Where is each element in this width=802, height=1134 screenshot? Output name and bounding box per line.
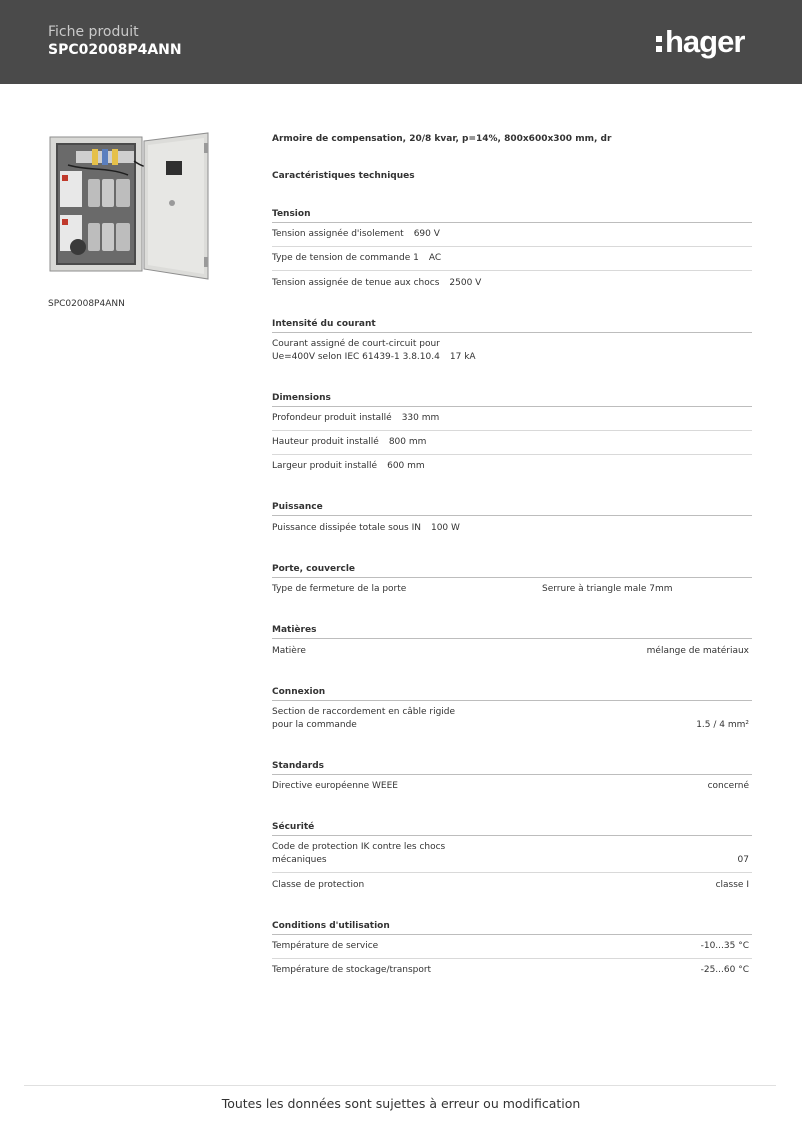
section-porte-couvercle (272, 560, 752, 602)
spec-label: Courant assigné de court-circuit pour Ue=400V selon IEC 61439-1 3.8.10.4 (272, 338, 440, 362)
spec-value: 800 mm (388, 436, 427, 447)
spec-value: 600 mm (387, 461, 425, 471)
product-reference: SPC02008P4ANN (48, 42, 182, 58)
section-title: Intensité du courant (272, 315, 752, 333)
section-title: Sécurité (272, 818, 752, 836)
spec-value: 1.5 / 4 mm² (696, 719, 749, 730)
spec-label: Tension assignée de tenue aux chocs (272, 277, 440, 288)
spec-label: Profondeur produit installé (272, 412, 392, 423)
section-title: Standards (272, 757, 752, 775)
spec-row (272, 578, 752, 602)
product-image-caption: SPC02008P4ANN (48, 299, 125, 309)
spec-value: Serrure à triangle male 7mm (542, 584, 673, 594)
spec-value: mélange de matériaux (646, 645, 749, 656)
spec-row (272, 701, 752, 737)
spec-row (272, 455, 752, 479)
section-title: Dimensions (272, 389, 752, 407)
brand-logo (656, 24, 744, 58)
spec-row (272, 639, 752, 663)
spec-row (272, 407, 752, 431)
section-puissance (272, 498, 752, 540)
section-intensite-courant (272, 315, 752, 369)
spec-value: AC (428, 253, 442, 263)
section-dimensions (272, 389, 752, 479)
spec-label: Tension assignée d'isolement (272, 229, 404, 239)
spec-label: Section de raccordement en câble rigide pour la commande (272, 706, 456, 730)
section-title: Connexion (272, 683, 752, 701)
spec-row (272, 223, 752, 247)
spec-label: Directive européenne WEEE (272, 781, 398, 791)
spec-row (272, 873, 752, 897)
spec-row (272, 775, 752, 799)
spec-label: Largeur produit installé (272, 461, 378, 471)
spec-label: Hauteur produit installé (272, 436, 379, 447)
footer-divider (24, 1085, 776, 1086)
spec-value: 2500 V (449, 277, 482, 288)
spec-row (272, 271, 752, 295)
spec-value: 330 mm (401, 412, 440, 423)
section-matieres (272, 621, 752, 663)
spec-label: Température de stockage/transport (272, 965, 432, 975)
logo-dots-icon (656, 36, 662, 52)
spec-label: Puissance dissipée totale sous IN (272, 522, 421, 533)
spec-value: -10...35 °C (700, 940, 749, 951)
page-header (0, 0, 802, 84)
spec-row (272, 431, 752, 455)
spec-row (272, 516, 752, 540)
spec-row (272, 836, 752, 873)
section-standards (272, 757, 752, 799)
logo-wordmark: hager (665, 23, 745, 59)
section-title: Porte, couvercle (272, 560, 752, 578)
section-title: Puissance (272, 498, 752, 516)
section-conditions-utilisation (272, 917, 752, 983)
spec-label: Type de tension de commande 1 (272, 253, 419, 263)
technical-sheet (272, 130, 752, 982)
spec-label: Type de fermeture de la porte (272, 584, 407, 594)
spec-row (272, 935, 752, 959)
section-title: Conditions d'utilisation (272, 917, 752, 935)
spec-value: 100 W (430, 522, 460, 533)
spec-value: classe I (715, 879, 749, 890)
section-tension (272, 205, 752, 295)
spec-label: Classe de protection (272, 879, 365, 890)
spec-row (272, 247, 752, 271)
footer-disclaimer: Toutes les données sont sujettes à erreur ou modification (221, 1096, 581, 1111)
spec-value: -25...60 °C (700, 965, 749, 975)
spec-value: 690 V (413, 229, 440, 239)
product-title: Armoire de compensation, 20/8 kvar, p=14%, 800x600x300 mm, dr (272, 134, 612, 144)
spec-value: 07 (737, 855, 749, 865)
product-image (48, 131, 212, 281)
section-title: Matières (272, 621, 752, 639)
spec-label: Matière (272, 645, 306, 656)
section-connexion (272, 683, 752, 737)
spec-value: concerné (707, 781, 749, 791)
spec-row (272, 959, 752, 983)
section-title: Tension (272, 205, 752, 223)
spec-label: Code de protection IK contre les chocs mécaniques (272, 842, 446, 865)
spec-label: Température de service (272, 940, 379, 951)
technical-characteristics-heading: Caractéristiques techniques (272, 171, 415, 181)
document-type: Fiche produit (48, 24, 139, 40)
section-securite (272, 818, 752, 897)
spec-value: 17 kA (449, 351, 476, 362)
spec-row (272, 333, 752, 369)
